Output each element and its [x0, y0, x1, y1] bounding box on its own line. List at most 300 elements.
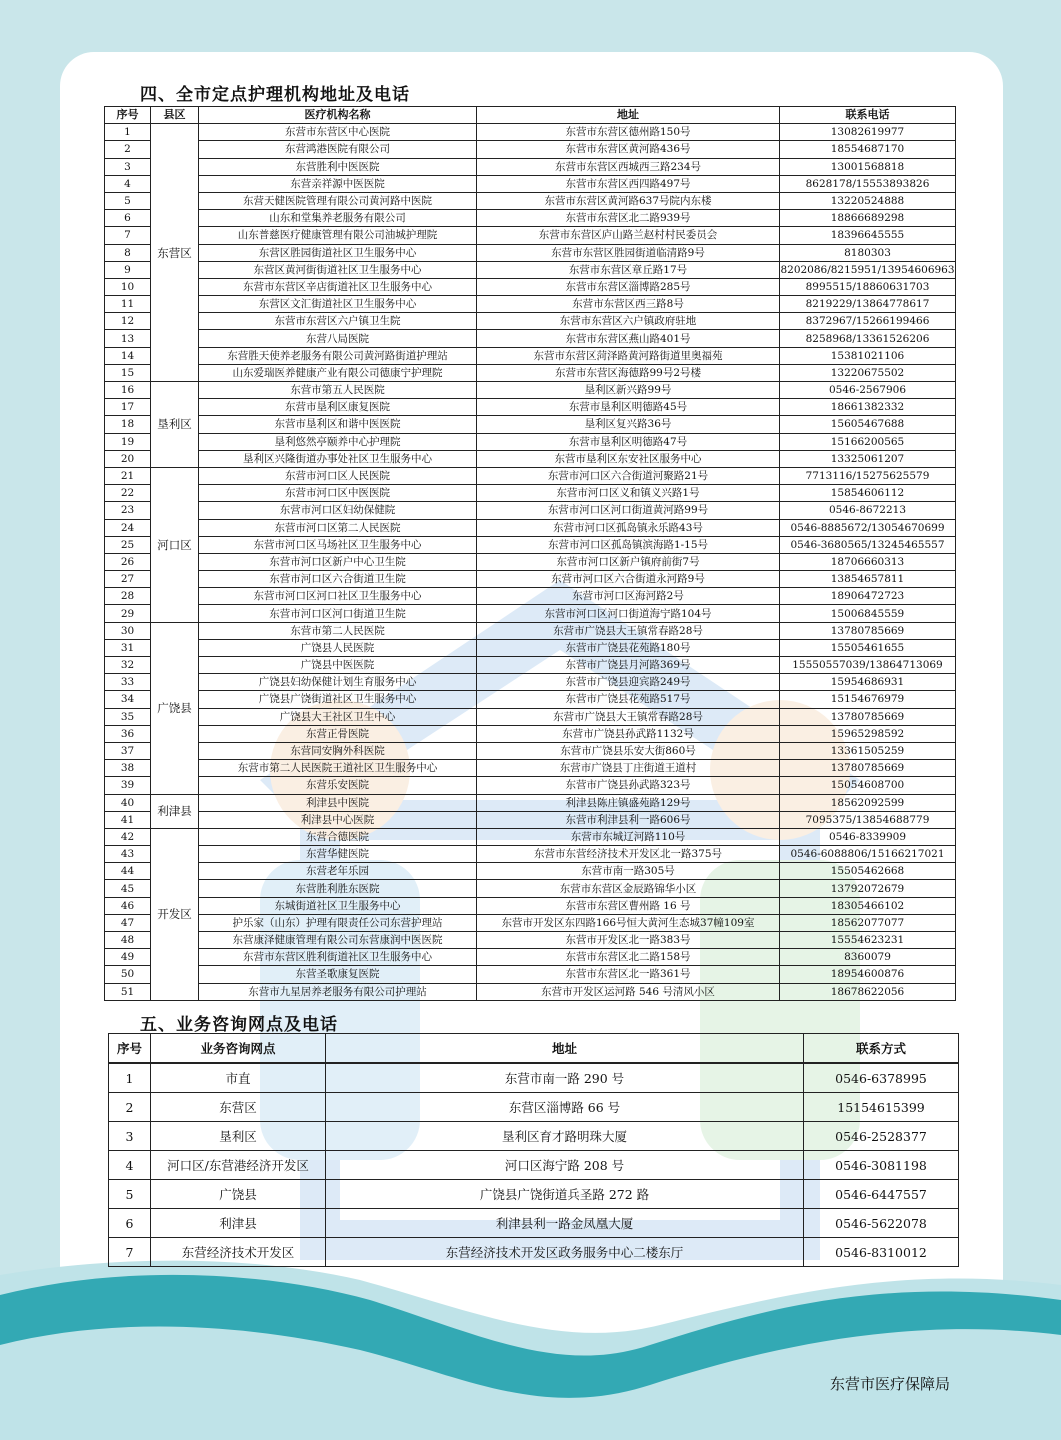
col-header-address: 地址 [477, 107, 780, 124]
cell-index: 30 [105, 622, 151, 639]
cell-address: 东营市河口区义和镇义兴路1号 [477, 485, 780, 502]
cell-index: 19 [105, 433, 151, 450]
table-row [105, 382, 956, 399]
col-header-contact: 联系方式 [804, 1034, 959, 1064]
cell-index: 44 [105, 863, 151, 880]
cell-index: 2 [109, 1093, 151, 1122]
cell-address: 东营市垦利区东安社区服务中心 [477, 450, 780, 467]
cell-phone: 15505462668 [780, 863, 956, 880]
table-row [105, 657, 956, 674]
cell-address: 东营市垦利区明德路45号 [477, 399, 780, 416]
table-header-row [105, 107, 956, 124]
cell-index: 41 [105, 811, 151, 828]
cell-name: 东营市第二人民医院 [199, 622, 477, 639]
cell-phone: 0546-8885672/13054670699 [780, 519, 956, 536]
col-header-name: 医疗机构名称 [199, 107, 477, 124]
table-row [105, 863, 956, 880]
col-header-address: 地址 [326, 1034, 804, 1064]
table-row [105, 244, 956, 261]
cell-phone: 8628178/15553893826 [780, 175, 956, 192]
cell-address: 垦利区育才路明珠大厦 [326, 1122, 804, 1151]
cell-phone: 13780785669 [780, 760, 956, 777]
consultation-points-table [108, 1033, 959, 1267]
cell-point: 广饶县 [151, 1180, 326, 1209]
cell-index: 32 [105, 657, 151, 674]
cell-phone: 18661382332 [780, 399, 956, 416]
table-row [105, 192, 956, 209]
care-institutions-table [104, 106, 956, 1001]
cell-name: 东城街道社区卫生服务中心 [199, 897, 477, 914]
cell-phone: 15954686931 [780, 674, 956, 691]
section4-title: 四、全市定点护理机构地址及电话 [140, 85, 410, 105]
cell-index: 51 [105, 983, 151, 1000]
cell-name: 东营正骨医院 [199, 725, 477, 742]
cell-address: 东营市河口区孤岛镇永乐路43号 [477, 519, 780, 536]
cell-address: 东营市广饶县孙武路323号 [477, 777, 780, 794]
cell-address: 东营经济技术开发区政务服务中心二楼东厅 [326, 1238, 804, 1267]
table-row [105, 467, 956, 484]
cell-address: 东营市东营区西四路497号 [477, 175, 780, 192]
cell-phone: 8995515/18860631703 [780, 278, 956, 295]
table-row [105, 450, 956, 467]
cell-address: 垦利区复兴路36号 [477, 416, 780, 433]
cell-phone: 0546-8672213 [780, 502, 956, 519]
cell-address: 东营市东营区六户镇政府驻地 [477, 313, 780, 330]
cell-name: 东营市河口区妇幼保健院 [199, 502, 477, 519]
table-row [105, 828, 956, 845]
cell-address: 东营市东营区西城西三路234号 [477, 158, 780, 175]
cell-name: 利津县中医院 [199, 794, 477, 811]
cell-name: 东营天健医院管理有限公司黄河路中医院 [199, 192, 477, 209]
cell-phone: 13854657811 [780, 571, 956, 588]
cell-index: 13 [105, 330, 151, 347]
cell-phone: 13780785669 [780, 622, 956, 639]
cell-point: 河口区/东营港经济开发区 [151, 1151, 326, 1180]
table-row [105, 742, 956, 759]
cell-name: 东营市河口区中医医院 [199, 485, 477, 502]
table-row [109, 1238, 959, 1267]
cell-address: 东营区淄博路 66 号 [326, 1093, 804, 1122]
cell-index: 47 [105, 914, 151, 931]
table-row [105, 399, 956, 416]
cell-address: 东营市河口区六合街道河聚路21号 [477, 467, 780, 484]
table-row [105, 416, 956, 433]
cell-address: 东营市河口区海河路2号 [477, 588, 780, 605]
cell-phone: 13780785669 [780, 708, 956, 725]
cell-name: 东营区胜园街道社区卫生服务中心 [199, 244, 477, 261]
cell-address: 东营市广饶县花苑路517号 [477, 691, 780, 708]
cell-name: 东营区文汇街道社区卫生服务中心 [199, 296, 477, 313]
cell-index: 14 [105, 347, 151, 364]
cell-phone: 7713116/15275625579 [780, 467, 956, 484]
table-row [105, 880, 956, 897]
cell-name: 东营市东营区六户镇卫生院 [199, 313, 477, 330]
cell-contact: 0546-8310012 [804, 1238, 959, 1267]
cell-address: 东营市广饶县迎宾路249号 [477, 674, 780, 691]
col-header-index: 序号 [105, 107, 151, 124]
cell-name: 东营市河口区第二人民医院 [199, 519, 477, 536]
cell-contact: 0546-2528377 [804, 1122, 959, 1151]
cell-phone: 15965298592 [780, 725, 956, 742]
cell-name: 山东爱瑞医养健康产业有限公司德康宁护理院 [199, 364, 477, 381]
table-row [105, 210, 956, 227]
cell-index: 45 [105, 880, 151, 897]
cell-index: 20 [105, 450, 151, 467]
cell-name: 东营胜利胜东医院 [199, 880, 477, 897]
cell-phone: 8202086/8215951/13954606963 [780, 261, 956, 278]
table-row [109, 1122, 959, 1151]
cell-address: 东营市广饶县丁庄街道王道村 [477, 760, 780, 777]
cell-phone: 8219229/13864778617 [780, 296, 956, 313]
cell-phone: 0546-3680565/13245465557 [780, 536, 956, 553]
cell-phone: 8180303 [780, 244, 956, 261]
cell-address: 东营市河口区河口街道黄河路99号 [477, 502, 780, 519]
care-institutions-body [105, 124, 956, 1001]
cell-phone: 15381021106 [780, 347, 956, 364]
table-row [109, 1093, 959, 1122]
table-row [105, 811, 956, 828]
table-row [105, 588, 956, 605]
cell-address: 东营市东营区西三路8号 [477, 296, 780, 313]
cell-name: 广饶县人民医院 [199, 639, 477, 656]
table-header-row [109, 1034, 959, 1064]
cell-address: 东营市广饶县月河路369号 [477, 657, 780, 674]
cell-phone: 18396645555 [780, 227, 956, 244]
cell-contact: 0546-6447557 [804, 1180, 959, 1209]
cell-address: 东营市东营区章丘路17号 [477, 261, 780, 278]
cell-address: 东营市垦利区明德路47号 [477, 433, 780, 450]
cell-phone: 15554623231 [780, 932, 956, 949]
table-row [105, 846, 956, 863]
table-row [105, 639, 956, 656]
table-row [105, 794, 956, 811]
cell-name: 东营市东营区胜利街道社区卫生服务中心 [199, 949, 477, 966]
cell-address: 东营市广饶县孙武路1132号 [477, 725, 780, 742]
cell-index: 37 [105, 742, 151, 759]
cell-phone: 13001568818 [780, 158, 956, 175]
table-row [105, 158, 956, 175]
cell-index: 16 [105, 382, 151, 399]
cell-name: 东营乐安医院 [199, 777, 477, 794]
cell-index: 43 [105, 846, 151, 863]
cell-name: 东营市河口区河口街道卫生院 [199, 605, 477, 622]
cell-name: 垦利悠然亭颐养中心护理院 [199, 433, 477, 450]
cell-phone: 15006845559 [780, 605, 956, 622]
cell-name: 东营同安胸外科医院 [199, 742, 477, 759]
cell-phone: 15550557039/13864713069 [780, 657, 956, 674]
cell-name: 东营胜利中医医院 [199, 158, 477, 175]
cell-address: 东营市河口区新户镇府前街7号 [477, 553, 780, 570]
cell-name: 东营市第五人民医院 [199, 382, 477, 399]
cell-name: 东营市河口区马场社区卫生服务中心 [199, 536, 477, 553]
cell-name: 东营市第二人民医院王道社区卫生服务中心 [199, 760, 477, 777]
cell-phone: 0546-8339909 [780, 828, 956, 845]
cell-phone: 0546-2567906 [780, 382, 956, 399]
cell-contact: 0546-5622078 [804, 1209, 959, 1238]
cell-index: 3 [105, 158, 151, 175]
cell-address: 东营市东营区黄河路436号 [477, 141, 780, 158]
cell-index: 9 [105, 261, 151, 278]
cell-index: 46 [105, 897, 151, 914]
cell-phone: 13792072679 [780, 880, 956, 897]
cell-name: 广饶县广饶街道社区卫生服务中心 [199, 691, 477, 708]
table-row [105, 330, 956, 347]
cell-index: 21 [105, 467, 151, 484]
cell-name: 东营康泽健康管理有限公司东营康润中医医院 [199, 932, 477, 949]
table-row [105, 296, 956, 313]
cell-index: 5 [105, 192, 151, 209]
cell-name: 东营市河口区人民医院 [199, 467, 477, 484]
cell-index: 39 [105, 777, 151, 794]
table-row [105, 914, 956, 931]
cell-name: 东营市东营区中心医院 [199, 124, 477, 141]
cell-index: 7 [105, 227, 151, 244]
cell-index: 4 [109, 1151, 151, 1180]
cell-index: 6 [109, 1209, 151, 1238]
cell-address: 利津县利一路金凤凰大厦 [326, 1209, 804, 1238]
cell-address: 东营市开发区运河路 546 号清风小区 [477, 983, 780, 1000]
cell-index: 2 [105, 141, 151, 158]
cell-phone: 15854606112 [780, 485, 956, 502]
cell-name: 垦利区兴隆街道办事处社区卫生服务中心 [199, 450, 477, 467]
cell-index: 10 [105, 278, 151, 295]
cell-phone: 0546-6088806/15166217021 [780, 846, 956, 863]
cell-name: 广饶县大王社区卫生中心 [199, 708, 477, 725]
cell-index: 50 [105, 966, 151, 983]
table-row [105, 691, 956, 708]
table-row [105, 725, 956, 742]
table-row [105, 519, 956, 536]
cell-address: 东营市广饶县大王镇常春路28号 [477, 622, 780, 639]
cell-phone: 13082619977 [780, 124, 956, 141]
table-row [105, 708, 956, 725]
cell-name: 东营合德医院 [199, 828, 477, 845]
cell-index: 28 [105, 588, 151, 605]
cell-name: 东营胜天使养老服务有限公司黄河路街道护理站 [199, 347, 477, 364]
cell-name: 利津县中心医院 [199, 811, 477, 828]
cell-address: 东营市东营区海德路99号2号楼 [477, 364, 780, 381]
cell-index: 33 [105, 674, 151, 691]
table-row [109, 1180, 959, 1209]
table-row [105, 674, 956, 691]
cell-phone: 18954600876 [780, 966, 956, 983]
cell-point: 东营区 [151, 1093, 326, 1122]
table-row [105, 278, 956, 295]
table-row [105, 622, 956, 639]
table-row [105, 949, 956, 966]
table-row [109, 1151, 959, 1180]
cell-point: 垦利区 [151, 1122, 326, 1151]
cell-phone: 18866689298 [780, 210, 956, 227]
table-row [109, 1209, 959, 1238]
cell-address: 东营市东营经济技术开发区北一路375号 [477, 846, 780, 863]
cell-index: 27 [105, 571, 151, 588]
table-row [105, 485, 956, 502]
col-header-county: 县区 [151, 107, 199, 124]
table-row [105, 261, 956, 278]
cell-index: 36 [105, 725, 151, 742]
cell-index: 1 [109, 1063, 151, 1093]
cell-address: 东营市东营区北二路939号 [477, 210, 780, 227]
cell-index: 40 [105, 794, 151, 811]
cell-address: 东营市东营区北二路158号 [477, 949, 780, 966]
cell-phone: 18562092599 [780, 794, 956, 811]
table-row [109, 1063, 959, 1093]
cell-phone: 18562077077 [780, 914, 956, 931]
cell-name: 东营市河口区河口社区卫生服务中心 [199, 588, 477, 605]
table-row [105, 897, 956, 914]
cell-county: 东营区 [151, 124, 199, 382]
cell-phone: 8258968/13361526206 [780, 330, 956, 347]
cell-phone: 13361505259 [780, 742, 956, 759]
cell-address: 东营市东营区庐山路兰赵村村民委员会 [477, 227, 780, 244]
cell-phone: 18305466102 [780, 897, 956, 914]
cell-name: 东营市河口区六合街道卫生院 [199, 571, 477, 588]
cell-index: 8 [105, 244, 151, 261]
cell-address: 垦利区新兴路99号 [477, 382, 780, 399]
cell-index: 48 [105, 932, 151, 949]
cell-address: 东营市东营区北一路361号 [477, 966, 780, 983]
table-row [105, 347, 956, 364]
section5-title: 五、业务咨询网点及电话 [140, 1015, 338, 1035]
cell-name: 东营八局医院 [199, 330, 477, 347]
cell-index: 26 [105, 553, 151, 570]
cell-index: 25 [105, 536, 151, 553]
cell-county: 开发区 [151, 828, 199, 1000]
cell-address: 东营市东营区淄博路285号 [477, 278, 780, 295]
cell-phone: 15505461655 [780, 639, 956, 656]
table-row [105, 983, 956, 1000]
cell-county: 河口区 [151, 467, 199, 622]
cell-name: 东营亲祥源中医医院 [199, 175, 477, 192]
cell-address: 东营市开发区北一路383号 [477, 932, 780, 949]
cell-phone: 13325061207 [780, 450, 956, 467]
cell-name: 山东和堂集养老服务有限公司 [199, 210, 477, 227]
cell-address: 东营市东营区菏泽路黄河路街道里奥福苑 [477, 347, 780, 364]
cell-index: 1 [105, 124, 151, 141]
cell-index: 7 [109, 1238, 151, 1267]
cell-address: 东营市东营区曹州路 16 号 [477, 897, 780, 914]
cell-index: 49 [105, 949, 151, 966]
cell-point: 利津县 [151, 1209, 326, 1238]
cell-index: 15 [105, 364, 151, 381]
cell-name: 东营市垦利区康复医院 [199, 399, 477, 416]
cell-county: 利津县 [151, 794, 199, 828]
cell-phone: 15166200565 [780, 433, 956, 450]
cell-address: 东营市东城辽河路110号 [477, 828, 780, 845]
table-row [105, 433, 956, 450]
cell-index: 42 [105, 828, 151, 845]
cell-address: 东营市广饶县大王镇常春路28号 [477, 708, 780, 725]
cell-phone: 8360079 [780, 949, 956, 966]
cell-phone: 8372967/15266199466 [780, 313, 956, 330]
cell-index: 12 [105, 313, 151, 330]
table-row [105, 966, 956, 983]
footer-org: 东营市医疗保障局 [829, 1375, 950, 1393]
cell-address: 东营市开发区东四路166号恒大黄河生态城37幢109室 [477, 914, 780, 931]
cell-address: 广饶县广饶街道兵圣路 272 路 [326, 1180, 804, 1209]
table-row [105, 175, 956, 192]
cell-phone: 18678622056 [780, 983, 956, 1000]
cell-index: 31 [105, 639, 151, 656]
cell-index: 34 [105, 691, 151, 708]
cell-index: 4 [105, 175, 151, 192]
cell-contact: 0546-3081198 [804, 1151, 959, 1180]
cell-name: 东营市垦利区和谐中医医院 [199, 416, 477, 433]
cell-phone: 15054608700 [780, 777, 956, 794]
cell-address: 东营市东营区胜园街道临清路9号 [477, 244, 780, 261]
cell-phone: 18706660313 [780, 553, 956, 570]
table-row [105, 536, 956, 553]
cell-phone: 15154676979 [780, 691, 956, 708]
cell-county: 垦利区 [151, 382, 199, 468]
cell-phone: 18906472723 [780, 588, 956, 605]
cell-address: 东营市河口区六合街道永河路9号 [477, 571, 780, 588]
table-row [105, 553, 956, 570]
cell-address: 东营市南一路 290 号 [326, 1063, 804, 1093]
cell-name: 山东普慈医疗健康管理有限公司油城护理院 [199, 227, 477, 244]
cell-name: 广饶县妇幼保健计划生育服务中心 [199, 674, 477, 691]
cell-index: 23 [105, 502, 151, 519]
table-row [105, 124, 956, 141]
cell-phone: 13220675502 [780, 364, 956, 381]
cell-phone: 13220524888 [780, 192, 956, 209]
table-row [105, 571, 956, 588]
table-row [105, 760, 956, 777]
cell-address: 东营市河口区孤岛镇滨海路1-15号 [477, 536, 780, 553]
col-header-phone: 联系电话 [780, 107, 956, 124]
cell-name: 东营鸿港医院有限公司 [199, 141, 477, 158]
cell-index: 22 [105, 485, 151, 502]
cell-name: 东营市河口区新户中心卫生院 [199, 553, 477, 570]
cell-name: 东营市东营区辛店街道社区卫生服务中心 [199, 278, 477, 295]
cell-index: 29 [105, 605, 151, 622]
cell-contact: 15154615399 [804, 1093, 959, 1122]
cell-index: 18 [105, 416, 151, 433]
table-row [105, 777, 956, 794]
cell-name: 东营老年乐园 [199, 863, 477, 880]
table-row [105, 313, 956, 330]
cell-contact: 0546-6378995 [804, 1063, 959, 1093]
cell-address: 东营市东营区燕山路401号 [477, 330, 780, 347]
cell-address: 东营市利津县利一路606号 [477, 811, 780, 828]
table-row [105, 141, 956, 158]
table-row [105, 364, 956, 381]
table-row [105, 932, 956, 949]
cell-address: 东营市广饶县花苑路180号 [477, 639, 780, 656]
cell-point: 东营经济技术开发区 [151, 1238, 326, 1267]
cell-name: 东营区黄河街街道社区卫生服务中心 [199, 261, 477, 278]
cell-index: 11 [105, 296, 151, 313]
col-header-point: 业务咨询网点 [151, 1034, 326, 1064]
cell-index: 5 [109, 1180, 151, 1209]
cell-county: 广饶县 [151, 622, 199, 794]
cell-index: 6 [105, 210, 151, 227]
table-row [105, 502, 956, 519]
cell-index: 3 [109, 1122, 151, 1151]
col-header-index: 序号 [109, 1034, 151, 1064]
cell-name: 东营市九星居养老服务有限公司护理站 [199, 983, 477, 1000]
cell-index: 38 [105, 760, 151, 777]
cell-point: 市直 [151, 1063, 326, 1093]
cell-address: 东营市东营区金辰路锦华小区 [477, 880, 780, 897]
table-row [105, 227, 956, 244]
cell-address: 东营市东营区黄河路637号院内东楼 [477, 192, 780, 209]
cell-phone: 18554687170 [780, 141, 956, 158]
cell-name: 护乐家（山东）护理有限责任公司东营护理站 [199, 914, 477, 931]
cell-address: 东营市东营区德州路150号 [477, 124, 780, 141]
cell-phone: 7095375/13854688779 [780, 811, 956, 828]
